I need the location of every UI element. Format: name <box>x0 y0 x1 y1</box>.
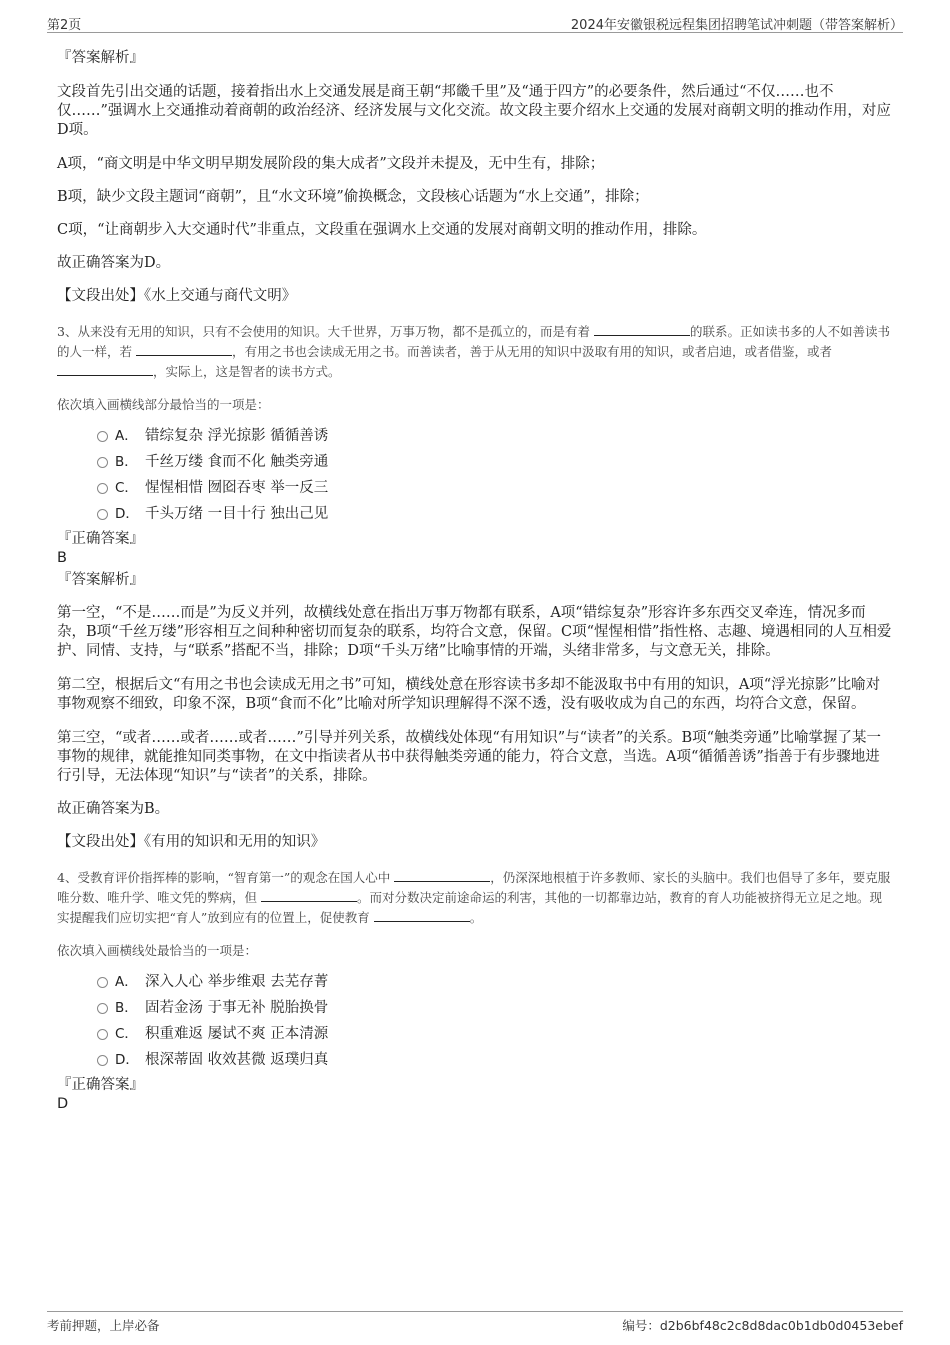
q4-option-c[interactable]: C． 积重难返 屡试不爽 正本清源 <box>57 1021 893 1047</box>
q4-options <box>57 969 893 1073</box>
q3-analysis-heading: 『答案解析』 <box>57 572 144 588</box>
radio-icon[interactable] <box>97 509 108 520</box>
radio-icon[interactable] <box>97 431 108 442</box>
q3-prompt: 依次填入画横线部分最恰当的一项是： <box>57 397 270 412</box>
q3-analysis-para: 第二空，根据后文“有用之书也会读成无用之书”可知，横线处意在形容读书多却不能汲取书中有用的知识，A项“浮光掠影”比喻对事物观察不细致，印象不深，B项“食而不化”比喻对所学知识理解得不深不透，没有吸收成为自己的东西，均符合文意，保留。 <box>57 677 881 712</box>
fill-blank <box>136 342 232 356</box>
footer-slogan: 考前押题，上岸必备 <box>47 1318 160 1333</box>
fill-blank <box>594 322 690 336</box>
fill-blank <box>261 888 357 902</box>
radio-icon[interactable] <box>97 483 108 494</box>
q3-option-b[interactable]: B． 千丝万缕 食而不化 触类旁通 <box>57 449 893 475</box>
q3-stem: 3、从来没有无用的知识，只有不会使用的知识。大千世界，万事万物，都不是孤立的，而是有着 的联系。正如读书多的人不如善读书的人一样，若 ，有用之书也会读成无用之书。而善读者，善于从无用的知识中汲取有用的知识，或者启迪，或者借鉴，或者 ，实际上，这是智者的读书方式。 <box>57 324 890 379</box>
q4-option-a[interactable]: A． 深入人心 举步维艰 去芜存菁 <box>57 969 893 995</box>
q3-answer: B <box>57 550 67 566</box>
q3-source: 【文段出处】《有用的知识和无用的知识》 <box>57 834 326 850</box>
q4-option-d[interactable]: D． 根深蒂固 收效甚微 返璞归真 <box>57 1047 893 1073</box>
radio-icon[interactable] <box>97 1003 108 1014</box>
q3-option-c[interactable]: C． 惺惺相惜 囫囵吞枣 举一反三 <box>57 475 893 501</box>
q3-option-a[interactable]: A． 错综复杂 浮光掠影 循循善诱 <box>57 423 893 449</box>
q4-answer-heading: 『正确答案』 <box>57 1077 144 1093</box>
q4-option-b[interactable]: B． 固若金汤 于事无补 脱胎换骨 <box>57 995 893 1021</box>
document-id: 编号：d2b6bf48c2c8d8dac0b1db0d0453ebef <box>622 1318 903 1333</box>
page-number: 第2页 <box>47 18 82 33</box>
radio-icon[interactable] <box>97 1029 108 1040</box>
q2-analysis-para: A项，“商文明是中华文明早期发展阶段的集大成者”文段并未提及，无中生有，排除； <box>57 156 605 172</box>
q2-analysis-para: B项，缺少文段主题词“商朝”，且“水文环境”偷换概念，文段核心话题为“水上交通”，排除； <box>57 189 649 205</box>
q2-analysis-para: C项，“让商朝步入大交通时代”非重点，文段重在强调水上交通的发展对商朝文明的推动作用，排除。 <box>57 222 707 238</box>
document-body <box>57 42 893 1113</box>
fill-blank <box>57 362 153 376</box>
page-header <box>47 12 903 33</box>
radio-icon[interactable] <box>97 457 108 468</box>
radio-icon[interactable] <box>97 1055 108 1066</box>
q4-prompt: 依次填入画横线处最恰当的一项是： <box>57 943 258 958</box>
q3-answer-heading: 『正确答案』 <box>57 531 144 547</box>
q3-options <box>57 423 893 527</box>
q3-analysis-para: 第三空，“或者……或者……或者……”引导并列关系，故横线处体现“有用知识”与“读者”的关系。B项“触类旁通”比喻掌握了某一事物的规律，就能推知同类事物，在文中指读者从书中获得触类旁通的能力，符合文意，当选。A项“循循善诱”指善于有步骤地进行引导，无法体现“知识”与“读者”的关系，排除。 <box>57 730 881 784</box>
q2-conclusion: 故正确答案为D。 <box>57 255 171 271</box>
fill-blank <box>394 868 490 882</box>
q2-source: 【文段出处】《水上交通与商代文明》 <box>57 288 297 304</box>
q4-answer: D <box>57 1096 69 1112</box>
q2-analysis-para: 文段首先引出交通的话题，接着指出水上交通发展是商王朝“邦畿千里”及“通于四方”的必要条件，然后通过“不仅……也不仅……”强调水上交通推动着商朝的政治经济、经济发展与文化交流。故文段主要介绍水上交通的发展对商朝文明的推动作用，对应D项。 <box>57 84 891 138</box>
q3-option-d[interactable]: D． 千头万绪 一目十行 独出己见 <box>57 501 893 527</box>
fill-blank <box>374 908 470 922</box>
q4-stem: 4、受教育评价指挥棒的影响，“智育第一”的观念在国人心中 ，仍深深地根植于许多教师、家长的头脑中。我们也倡导了多年，要克服唯分数、唯升学、唯文凭的弊病，但 。而对分数决定前途命运的利害，其他的一切都靠边站，教育的育人功能被挤得无立足之地。现实提醒我们应切实把“育人”放到应有的位置上，促使教育 。 <box>57 870 891 925</box>
page-footer <box>47 1311 903 1334</box>
document-title: 2024年安徽银税远程集团招聘笔试冲刺题（带答案解析） <box>570 18 903 33</box>
q3-conclusion: 故正确答案为B。 <box>57 801 170 817</box>
radio-icon[interactable] <box>97 977 108 988</box>
q3-analysis-para: 第一空，“不是……而是”为反义并列，故横线处意在指出万事万物都有联系，A项“错综复杂”形容许多东西交叉牵连，情况多而杂，B项“千丝万缕”形容相互之间种种密切而复杂的联系，均符合文意，保留。C项“惺惺相惜”指性格、志趣、境遇相同的人互相爱护、同情、支持，与“联系”搭配不当，排除；D项“千头万绪”比喻事情的开端，头绪非常多，与文意无关，排除。 <box>57 605 892 659</box>
q2-analysis-heading: 『答案解析』 <box>57 50 144 66</box>
